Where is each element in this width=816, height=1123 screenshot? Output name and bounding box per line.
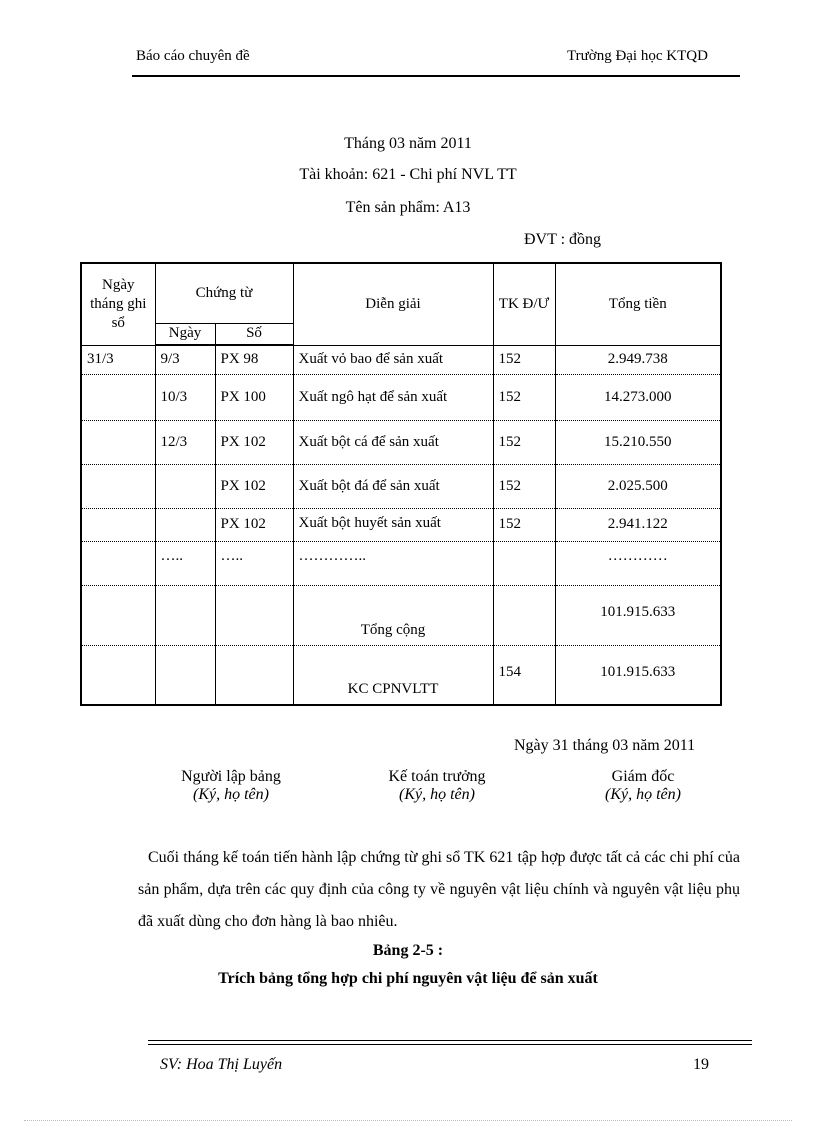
total-amount: 101.915.633: [555, 585, 721, 645]
report-date: Ngày 31 tháng 03 năm 2011: [514, 737, 696, 754]
cell-voucher-date: 12/3: [155, 420, 215, 464]
cell-amount: 2.025.500: [555, 464, 721, 508]
cell-amount: 14.273.000: [555, 374, 721, 420]
cell-empty: [215, 645, 293, 705]
cell-empty: [155, 585, 215, 645]
header-divider: [132, 75, 740, 77]
cell-description: Xuất bột cá để sản xuất: [293, 420, 493, 464]
cell-voucher-date: [155, 508, 215, 541]
table-row: [81, 374, 721, 420]
cell-empty: [215, 585, 293, 645]
cell-voucher-no: PX 102: [215, 508, 293, 541]
cell-voucher-no: PX 100: [215, 374, 293, 420]
footer-divider: [148, 1040, 752, 1041]
unit-label: ĐVT : đồng: [524, 231, 602, 248]
signature-chief-accountant: [337, 768, 537, 804]
cell-account: 152: [493, 508, 555, 541]
cell-empty: [155, 645, 215, 705]
cell-amount: …………: [555, 541, 721, 585]
table-row: [81, 508, 721, 541]
signature-preparer: [131, 768, 331, 804]
cell-voucher-date: 10/3: [155, 374, 215, 420]
cell-date: [81, 464, 155, 508]
cell-amount: 2.949.738: [555, 345, 721, 374]
cell-description: Xuất ngô hạt để sản xuất: [293, 374, 493, 420]
cell-description: …………..: [293, 541, 493, 585]
paragraph-text: Cuối tháng kế toán tiến hành lập chứng từ ghi sổ TK 621 tập hợp được tất cả các chi phí của sản phẩm, dựa trên các quy định của công ty về nguyên vật liệu chính và nguyên vật liệu phụ đã xuất dùng cho đơn hàng là bao nhiêu.: [138, 849, 740, 930]
signature-note: (Ký, họ tên): [193, 786, 269, 803]
total-label: Tổng cộng: [293, 585, 493, 645]
header-account: TK Đ/Ư: [493, 263, 555, 345]
cell-date: 31/3: [81, 345, 155, 374]
cell-amount: 15.210.550: [555, 420, 721, 464]
header-voucher-no: Số: [215, 323, 293, 345]
total-row: [81, 585, 721, 645]
footer-divider: [148, 1044, 752, 1045]
table-row: [81, 420, 721, 464]
ledger-table: [80, 262, 722, 706]
header-voucher: Chứng từ: [155, 263, 293, 323]
cell-empty: [81, 645, 155, 705]
header-date: Ngày tháng ghi sổ: [81, 263, 155, 345]
table-row: [81, 464, 721, 508]
header-right: Trường Đại học KTQD: [567, 48, 708, 64]
cell-date: [81, 374, 155, 420]
cell-voucher-no: PX 102: [215, 464, 293, 508]
cell-voucher-no: PX 98: [215, 345, 293, 374]
title-product: Tên sản phẩm: A13: [345, 199, 471, 216]
transfer-amount: 101.915.633: [555, 645, 721, 705]
title-account: Tài khoản: 621 - Chi phí NVL TT: [299, 166, 517, 183]
cell-amount: 2.941.122: [555, 508, 721, 541]
transfer-account: 154: [493, 645, 555, 705]
cell-description: Xuất bột đá để sản xuất: [293, 464, 493, 508]
header-description: Diễn giải: [293, 263, 493, 345]
cell-voucher-date: [155, 464, 215, 508]
signature-role: Giám đốc: [611, 768, 675, 785]
table-caption-title: Trích bảng tổng hợp chi phí nguyên vật liệu để sản xuất: [218, 970, 598, 987]
page-edge: [24, 1120, 792, 1121]
cell-date: [81, 541, 155, 585]
cell-voucher-date: …..: [155, 541, 215, 585]
transfer-label: KC CPNVLTT: [293, 645, 493, 705]
table-caption-label: Bảng 2-5 :: [372, 942, 444, 959]
signature-role: Kế toán trưởng: [388, 768, 486, 785]
signature-director: [543, 768, 743, 804]
cell-account: 152: [493, 374, 555, 420]
cell-empty: [493, 585, 555, 645]
footer-student: SV: Hoa Thị Luyến: [160, 1056, 283, 1073]
cell-empty: [81, 585, 155, 645]
cell-account: 152: [493, 420, 555, 464]
body-paragraph: [138, 842, 740, 938]
header-voucher-date: Ngày: [155, 323, 215, 345]
title-month: Tháng 03 năm 2011: [344, 135, 472, 152]
signature-note: (Ký, họ tên): [399, 786, 475, 803]
cell-description: Xuất bột huyết sản xuất: [293, 508, 493, 541]
cell-voucher-no: PX 102: [215, 420, 293, 464]
cell-description: Xuất vỏ bao để sản xuất: [293, 345, 493, 374]
header-left: Báo cáo chuyên đề: [136, 48, 250, 64]
page-number: 19: [693, 1056, 709, 1073]
cell-date: [81, 508, 155, 541]
signature-note: (Ký, họ tên): [605, 786, 681, 803]
table-row: [81, 345, 721, 374]
cell-voucher-no: …..: [215, 541, 293, 585]
signature-role: Người lập bảng: [181, 768, 281, 785]
transfer-row: [81, 645, 721, 705]
cell-date: [81, 420, 155, 464]
cell-account: 152: [493, 345, 555, 374]
cell-account: 152: [493, 464, 555, 508]
header-total: Tổng tiền: [555, 263, 721, 345]
table-row: [81, 541, 721, 585]
cell-account: [493, 541, 555, 585]
cell-voucher-date: 9/3: [155, 345, 215, 374]
